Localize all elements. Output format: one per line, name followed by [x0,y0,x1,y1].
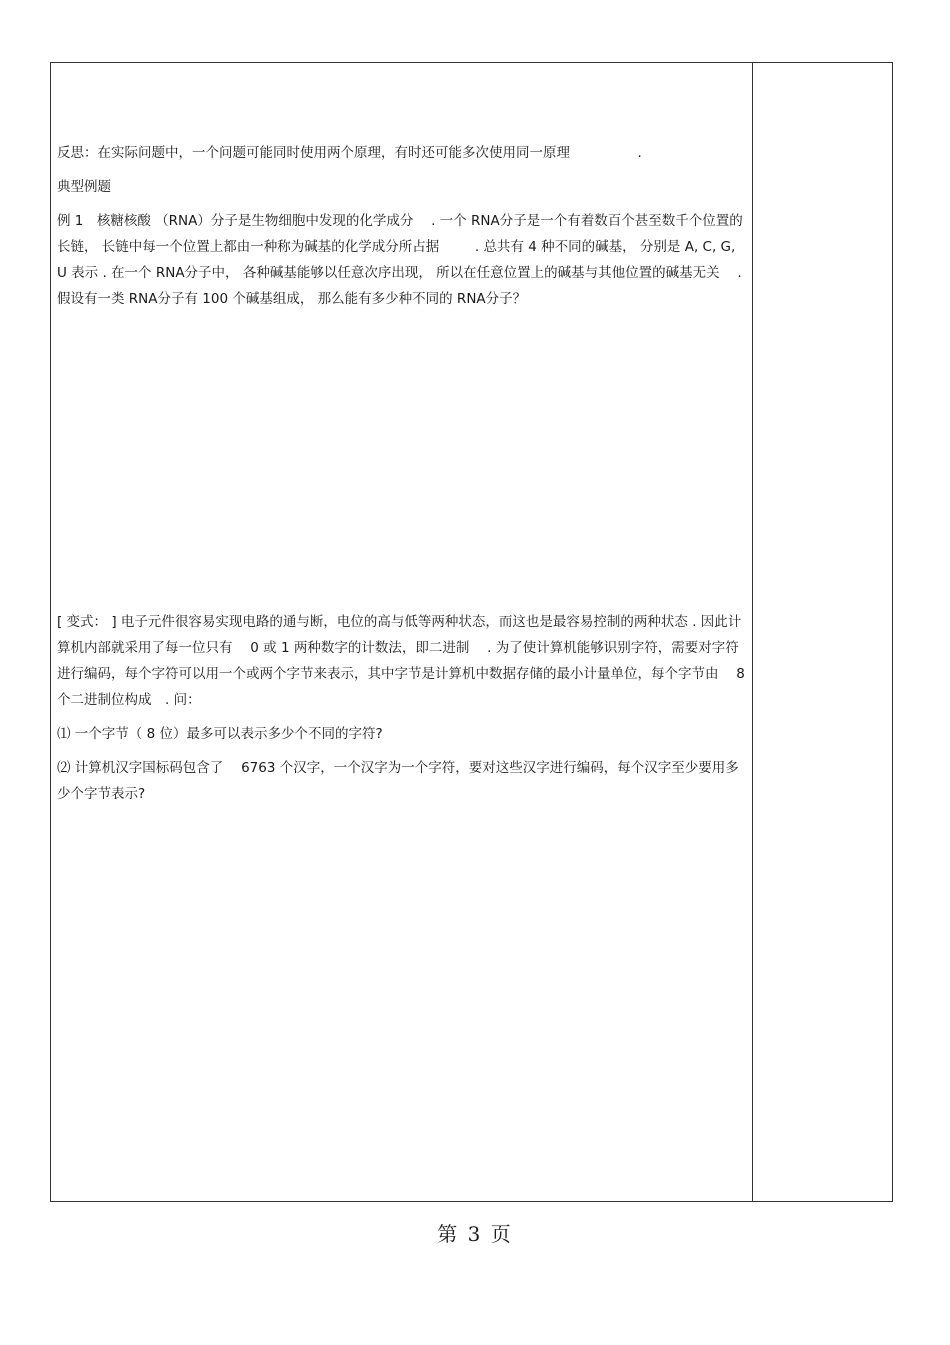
main-content [57,140,745,312]
page-number: 第 3 页 [437,1222,513,1246]
variant-intro-text: [ 变式： ] 电子元件很容易实现电路的通与断，电位的高与低等两种状态，而这也是最容易控制的两种状态 . 因此计算机内部就采用了每一位只有 0 或 1 两种数字的计数法，即二进制 . 为了使计算机能够识别字符，需要对字符进行编码，每个字符可以用一个或两个字节来表示，其中字节是计算机中数据存储的最小计量单位，每个字节由 8 个二进制位构成 . 问： [57,614,745,708]
reflection-text: 反思：在实际问题中，一个问题可能同时使用两个原理，有时还可能多次使用同一原理 . [57,145,642,161]
variant-section [57,609,745,807]
example-1-text: 例 1 核糖核酸 （RNA）分子是生物细胞中发现的化学成分 . 一个 RNA分子是一个有着数百个甚至数千个位置的长链， 长链中每一个位置上都由一种称为碱基的化学成分所占据 . 总共有 4 种不同的碱基， 分别是 A, C, G, U 表示 . 在一个 RNA分子中， 各种碱基能够以任意次序出现， 所以在任意位置上的碱基与其他位置的碱基无关 . 假设有一类 RNA分子有 100 个碱基组成， 那么能有多少种不同的 RNA分子？ [57,213,743,307]
question-1: ⑴ 一个字节（ 8 位）最多可以表示多少个不同的字符? [57,726,383,742]
column-divider [752,62,753,1202]
question-2: ⑵ 计算机汉字国标码包含了 6763 个汉字，一个汉字为一个字符，要对这些汉字进行编码，每个汉字至少要用多少个字节表示? [57,760,739,802]
section-title: 典型例题 [57,179,111,195]
